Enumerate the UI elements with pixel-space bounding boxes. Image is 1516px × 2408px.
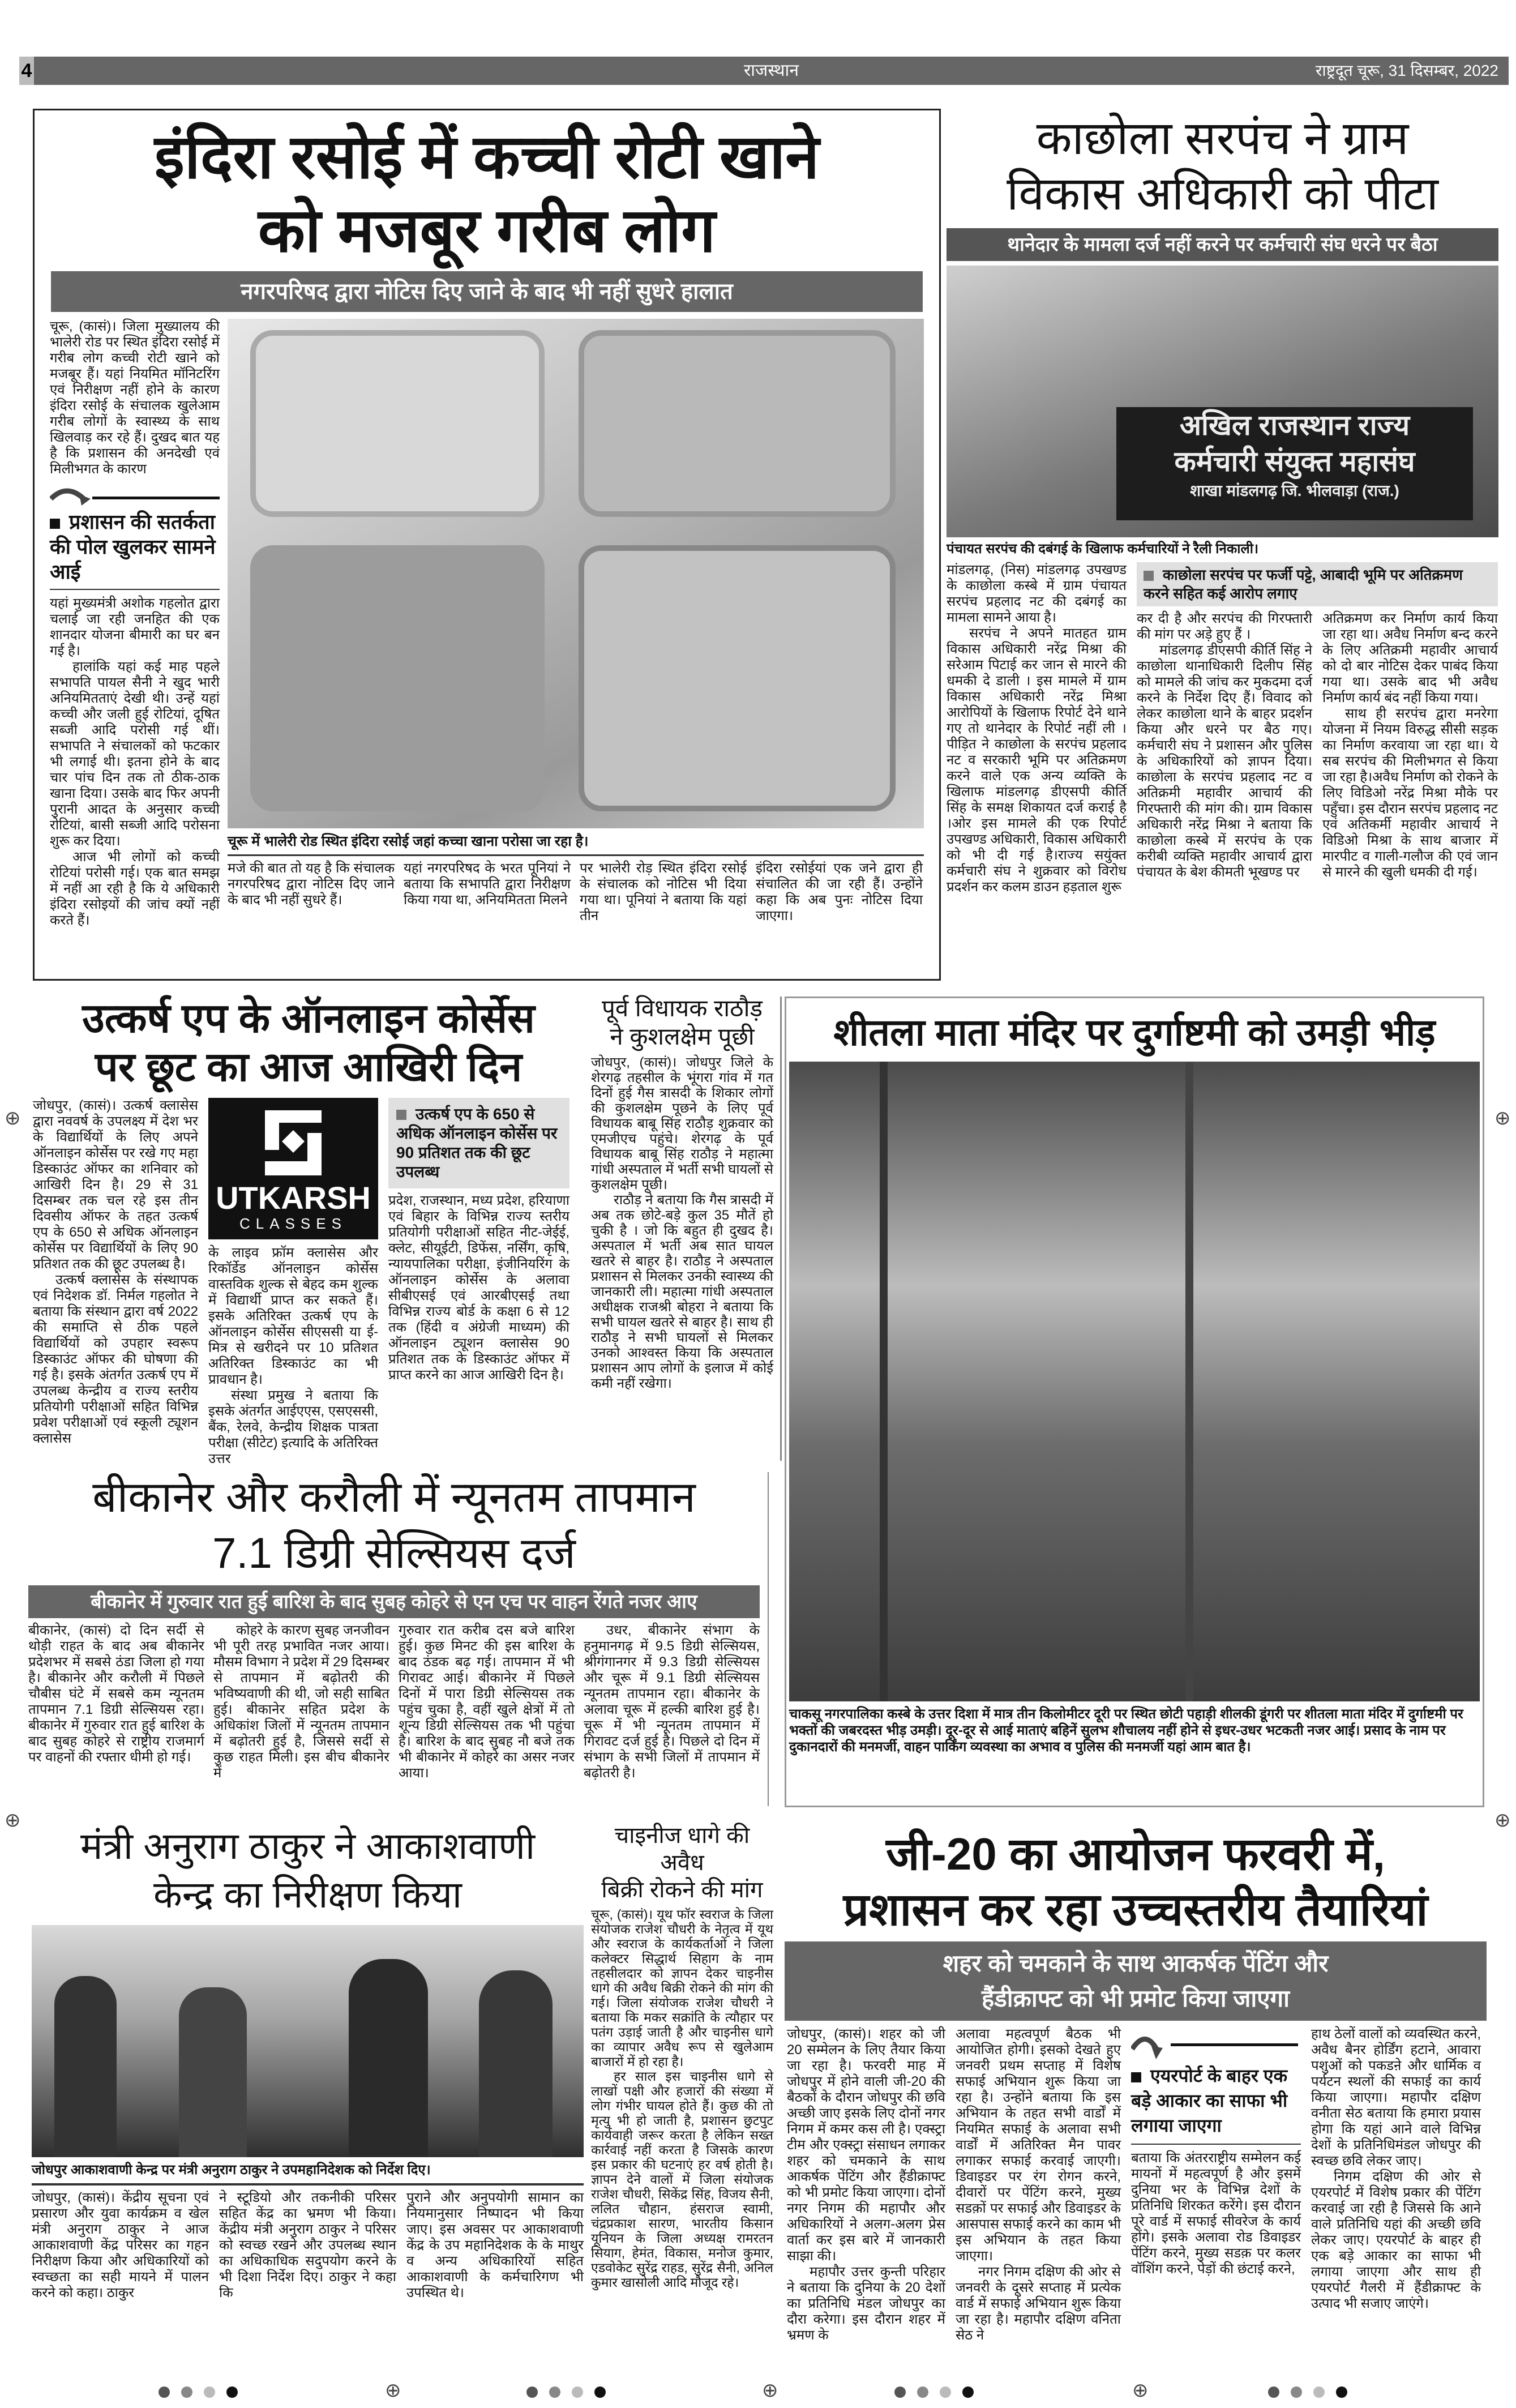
headline-line: मंत्री अनुराग ठाकुर ने आकाशवाणी bbox=[80, 1825, 536, 1867]
g20-col-4 bbox=[1311, 2026, 1481, 2312]
paragraph: साथ ही सरपंच द्वारा मनरेगा योजना में नियम विरुद्ध सीसी सड़क का निर्माण करवाया जा रहा था। ये सब सरपंच की मिलीभगत से किया जा रहा है।अवैध निर्माण को रोकने के लिए विडिओ नरेंद्र मिश्रा मौके पर पहुँचा। इस दौरान सरपंच प्रहलाद नट एवं अतिकर्मी महावीर आचार्य ने विडिओ मिश्रा के साथ बाजार में मारपीट व गाली-गलौज की एवं जान से मारने की खुली धमकी दी गई। bbox=[1322, 705, 1498, 880]
divider bbox=[32, 2183, 584, 2185]
color-dot-icon bbox=[572, 2386, 583, 2398]
paragraph: महापौर उत्तर कुन्ती परिहार ने बताया कि दुनिया के 20 देशों का प्रतिनिधि मंडल जोधपुर का दौरा करेगा। इस दौरान शहर में भ्रमण के bbox=[787, 2264, 945, 2343]
bikaner-col-3 bbox=[399, 1623, 575, 1781]
registration-mark-icon: ⊕ bbox=[385, 2380, 401, 2401]
color-dot-icon bbox=[594, 2386, 606, 2398]
logo-text: UTKARSH bbox=[216, 1179, 371, 1216]
rathod-body bbox=[591, 1055, 773, 1391]
anurag-col-2 bbox=[219, 2190, 396, 2301]
kachhola-rally-photo bbox=[947, 266, 1498, 537]
indira-bottom-col-2 bbox=[404, 861, 571, 908]
indira-headline bbox=[40, 120, 934, 267]
paragraph: अतिक्रमण कर निर्माण कार्य किया जा रहा था। अवैध निर्माण बन्द करने के लिए अतिक्रमी महावीर आचार्य को दो बार नोटिस देकर पाबंद किया गया था। उसके बाद भी अवैध निर्माण कार्य बंद नहीं किया गया। bbox=[1322, 610, 1498, 705]
paragraph: हाथ ठेलों वालों को व्यवस्थित करने, अवैध बैनर होर्डिंग हटाने, आवारा पशुओं को पकडऩे और धार्मिक व पर्यटन स्थलों की सफाई का कार्य किया जाएगा। महापौर दक्षिण वनीता सेठ बताया कि हमारा प्रयास होगा कि यहां आने वाले विभिन्न देशों के प्रतिनिधिमंडल जोधपुर की स्वच्छ छवि लेकर जाए। bbox=[1311, 2026, 1481, 2169]
page-number: 4 bbox=[19, 57, 34, 85]
paragraph: अलावा महत्वपूर्ण बैठक भी आयोजित होगी। इसको देखते हुए जनवरी प्रथम सप्ताह में विशेष सफाई अभियान शुरू किया जा रहा है। उन्होंने बताया कि इस अभियान के तहत सभी वार्डों में नियमित सफाई के अलावा सभी वार्डों में अतिरिक्त मैन पावर लगाकर सफाई करवाई जाएगी। डिवाइडर पर रंग रोगन करने, दीवारों पर पेंटिंग करने, मुख्य सडक़ों पर सफाई और डिवाइडर के आसपास सफाई करने का काम भी इस अभियान के तहत किया जाएगा। bbox=[956, 2026, 1121, 2264]
headline-line: विकास अधिकारी को पीटा bbox=[1007, 168, 1438, 220]
utkarsh-headline bbox=[28, 994, 589, 1092]
paragraph: पुराने और अनुपयोगी सामान का नियमानुसार निष्पादन भी किया जाए। इस अवसर पर आकाशवाणी केंद्र के उप महानिदेशक के के माथुर व अन्य अधिकारियों सहित आकाशवाणी के कर्मचारिगण भी उपस्थित थे। bbox=[406, 2189, 584, 2300]
g20-subhead bbox=[785, 1941, 1487, 2021]
paragraph: उत्कर्ष क्लासेस के संस्थापक एवं निदेशक डॉ. निर्मल गहलोत ने बताया कि संस्थान द्वारा वर्ष 2022 की समाप्ति से ठीक पहले विद्यार्थियों को उपहार स्वरूप डिस्काउंट ऑफर की घोषणा की गई है। इसके अंतर्गत उत्कर्ष एप में उपलब्ध केन्द्रीय व राज्य स्तरीय प्रतियोगी परीक्षाओं सहित विभिन्न प्रवेश परीक्षाओं एवं स्कूली ट्यूशन क्लासेस bbox=[33, 1272, 198, 1446]
indira-left-column bbox=[50, 319, 220, 929]
color-dot-icon bbox=[894, 2386, 906, 2398]
paragraph: सरपंच ने अपने मातहत ग्राम विकास अधिकारी नरेंद्र मिश्रा की सरेआम पिटाई कर जान से मारने की धमकी दे डाली । इस मामले में ग्राम विकास अधिकारी नरेंद्र मिश्रा आरोपियों के खिलाफ रिपोर्ट देने थाने गए तो थानेदार के रिपोर्ट नहीं ली । पीड़ित ने काछोला के सरपंच प्रहलाद नट व सरकारी भूमि पर अतिक्रमण करने वाले एक अन्य व्यक्ति के खिलाफ मांडलगढ़ डीएसपी कीर्ति सिंह के समक्ष शिकायत दर्ज कराई है ।ओर इस मामले की एक रिपोर्ट उपखण्ड अधिकारी, विकास अधिकारी को भी दी गई है।राज्य सयुंक्त कर्मचारी संघ ने शुक्रवार को विरोध प्रदर्शन कर कलम डाउन हड़ताल शुरू bbox=[947, 625, 1127, 895]
pullquote-text: एयरपोर्ट के बाहर एक बड़े आकार का साफा भी लगाया जाएगा bbox=[1131, 2065, 1288, 2136]
paragraph: जोधपुर, (कासं)। केंद्रीय सूचना एवं प्रसारण और युवा कार्यक्रम व खेल मंत्री अनुराग ठाकुर ने आज आकाशवाणी केंद्र परिसर का गहन निरीक्षण किया और अधिकारियों को स्वच्छता का सही मायने में पालन करने को कहा। ठाकुर bbox=[32, 2189, 209, 2300]
column-divider bbox=[780, 996, 782, 1461]
color-dot-icon bbox=[226, 2386, 238, 2398]
paragraph: ने स्टूडियो और तकनीकी परिसर सहित केंद्र का भ्रमण भी किया। केंद्रीय मंत्री अनुराग ठाकुर ने परिसर को स्वच्छ रखने और उपलब्ध स्थान का अधिकाधिक सदुपयोग करने के भी दिशा निर्देश दिए। ठाकुर ने कहा कि bbox=[219, 2189, 396, 2300]
paragraph: मजे की बात तो यह है कि संचालक नगरपरिषद द्वारा नोटिस दिए जाने के बाद भी नहीं सुधरे हैं। bbox=[228, 861, 395, 908]
bikaner-col-1 bbox=[28, 1623, 204, 1765]
color-dot-icon bbox=[1336, 2386, 1347, 2398]
kachhola-headline bbox=[947, 111, 1498, 223]
registration-mark-icon: ⊕ bbox=[1494, 1107, 1511, 1129]
g20-pullquote bbox=[1131, 2026, 1301, 2145]
rathod-headline bbox=[591, 994, 773, 1051]
paragraph: नगर निगम दक्षिण की ओर से जनवरी के दूसरे सप्ताह में प्रत्येक वार्ड में सफाई अभियान शुरू किया जा रहा है। महापौर दक्षिण वनिता सेठ ने bbox=[956, 2264, 1121, 2343]
paragraph: कोहरे के कारण सुबह जनजीवन भी पूरी तरह प्रभावित नजर आया। मौसम विभाग ने प्रदेश में 29 दिसम्बर से तापमान में बढ़ोतरी की भविष्यवाणी की थी, जो सही साबित हुई। बीकानेर सहित प्रदेश के अधिकांश जिलों में न्यूनतम तापमान में बढ़ोतरी हुई है, जिससे सर्दी से कुछ राहत मिली। इस बीच बीकानेर में bbox=[213, 1622, 389, 1781]
kachhola-photo-caption: पंचायत सरपंच की दबंगई के खिलाफ कर्मचारियों ने रैली निकाली। bbox=[947, 541, 1259, 557]
paragraph: मांडलगढ़, (निस) मांडलगढ़ उपखण्ड के काछोला कस्बे में ग्राम पंचायत सरपंच प्रहलाद नट की दबंगई का मामला सामने आया है। bbox=[947, 562, 1127, 625]
curved-arrow-icon bbox=[1131, 2026, 1301, 2060]
registration-mark-icon: ⊕ bbox=[5, 1107, 21, 1129]
box-head-text: उत्कर्ष एप के 650 से अधिक ऑनलाइन कोर्सेस पर 90 प्रतिशत तक की छूट उपलब्ध bbox=[396, 1105, 558, 1181]
utkarsh-col-3 bbox=[388, 1193, 569, 1383]
paragraph: उधर, बीकानेर संभाग के हनुमानगढ़ में 9.5 डिग्री सेल्सियस, श्रीगंगानगर में 9.3 डिग्री सेल्सियस और चूरू में 9.1 डिग्री सेल्सियस न्यूनतम तापमान रहा। बीकानेर के अलावा चूरू में हल्की बारिश हुई है। चूरू में भी न्यूनतम तापमान में गिरावट दर्ज हुई है। पिछले दो दिन में संभाग के सभी जिलों में तापमान में बढ़ोतरी है। bbox=[584, 1622, 760, 1781]
color-dot-icon bbox=[940, 2386, 951, 2398]
anurag-col-1 bbox=[32, 2190, 209, 2301]
paragraph: हर साल इस चाइनीस धागे से लाखों पक्षी और हजारों की संख्या में लोग गंभीर घायल होते हैं। कुछ की तो मृत्यु भी हो जाती है, प्रशासन छुटपुट कार्यवाही जरूर करता है लेकिन सख्त कार्रवाई नहीं करता है जिसके कारण इस प्रकार की घटनाएं हर वर्ष होती है। ज्ञापन देने वालों में जिला संयोजक राजेश चौधरी, सिकेंद्र सिंह, विजय सैनी, ललित चौहान, हंसराज स्वामी, चंद्रप्रकाश सारण, भारतीय किसान यूनियन के जिला अध्यक्ष रामरतन सियाग, हेमंत, विकास, मनोज कुमार, एडवोकेट सुरेंद्र राहड, सुरेंद्र सैनी, अनिल कुमार खासोली आदि मौजूद रहे। bbox=[591, 2069, 773, 2290]
headline-line: बीकानेर और करौली में न्यूनतम तापमान bbox=[92, 1473, 696, 1521]
utkarsh-col-1 bbox=[33, 1098, 198, 1447]
g20-headline bbox=[785, 1827, 1487, 1937]
headline-line: पर छूट का आज आखिरी दिन bbox=[95, 1045, 523, 1090]
paragraph: कर दी है और सरपंच की गिरफ्तारी की मांग पर अड़े हुए हैं । bbox=[1137, 610, 1312, 642]
color-dot-icon bbox=[526, 2386, 538, 2398]
headline-line: को मजबूर गरीब लोग bbox=[258, 195, 716, 264]
anurag-article bbox=[32, 1822, 584, 2301]
bikaner-headline bbox=[28, 1470, 760, 1582]
paragraph: यहां मुख्यमंत्री अशोक गहलोत द्वारा चलाई जा रही जनहित की एक शानदार योजना बीमारी का घर बन गई है। bbox=[50, 596, 220, 659]
sheetla-caption: चाकसू नगरपालिका कस्बे के उत्तर दिशा में मात्र तीन किलोमीटर दूरी पर स्थित छोटी पहाड़ी शीलकी डूंगरी पर शीतला माता मंदिर में दुर्गाष्टमी पर भक्तों की जबरदस्त भीड़ उमड़ी। दूर-दूर से आई माताएं बहिनें सुलभ शौचालय नहीं होने से इधर-उधर भटकती नजर आई। प्रसाद के नाम पर दुकानदारों की मनमर्जी, वाहन पार्किंग व्यवस्था का अभाव व पुलिस की मनमर्जी यहां आम बात है। bbox=[789, 1706, 1463, 1755]
kachhola-col-1 bbox=[947, 562, 1127, 895]
indira-food-thali-photo bbox=[228, 319, 924, 828]
bikaner-article bbox=[28, 1470, 760, 1781]
sheetla-headline: शीतला माता मंदिर पर दुर्गाष्टमी को उमड़ी भीड़ bbox=[833, 1011, 1436, 1053]
paragraph: के लाइव फ्रॉम क्लासेस और रिकॉर्डेड ऑनलाइन कोर्सेस वास्तविक शुल्क से बेहद कम शुल्क में विद्यार्थी प्राप्त कर सकते हैं। इसके अतिरिक्त उत्कर्ष एप के ऑनलाइन कोर्सेस सीएससी या ई-मित्र से खरीदने पर 10 प्रतिशत अतिरिक्त डिस्काउंट का भी प्रावधान है। bbox=[208, 1244, 378, 1387]
g20-col-2 bbox=[956, 2026, 1121, 2343]
curved-arrow-icon bbox=[50, 483, 220, 506]
paragraph: यहां नगरपरिषद के भरत पूनियां ने बताया कि सभापति द्वारा निरीक्षण किया गया था, अनियमितता मिलने bbox=[404, 861, 571, 908]
color-dot-icon bbox=[1268, 2386, 1279, 2398]
sheetla-crowd-photo bbox=[789, 1062, 1480, 1701]
registration-mark-icon: ⊕ bbox=[1494, 1810, 1511, 1831]
subhead-line: हैंडीक्राफ्ट को भी प्रमोट किया जाएगा bbox=[981, 1985, 1290, 2012]
g20-article bbox=[785, 1827, 1487, 2343]
paragraph: जोधपुर, (कासं)। उत्कर्ष क्लासेस द्वारा नववर्ष के उपलक्ष्य में देश भर के विद्यार्थियों के लिए अपने ऑनलाइन कोर्सेस पर रखे गए महा डिस्काउंट ऑफर का शनिवार को आखिरी दिन है। 29 से 31 दिसम्बर तक चल रहे इस तीन दिवसीय ऑफर के तहत उत्कर्ष एप के 650 से अधिक ऑनलाइन कोर्सेस पर विद्यार्थियों के लिए 90 प्रतिशत तक की छूट उपलब्ध है। bbox=[33, 1097, 198, 1272]
column-divider bbox=[768, 1472, 769, 1806]
indira-right-block bbox=[228, 319, 924, 924]
paragraph: आज भी लोगों को कच्ची रोटियां परोसी गई। एक बात समझ में नहीं आ रही है कि ये अधिकारी इंदिरा रसोइयों की जांच क्यों नहीं करते हैं। bbox=[50, 849, 220, 929]
paragraph: निगम दक्षिण की ओर से एयरपोर्ट में विशेष प्रकार की पेंटिंग करवाई जा रही है जिससे कि आने वाले प्रतिनिधि यहां की अच्छी छवि लेकर जाए। एयरपोर्ट के बाहर ही एक बड़े आकार का साफा भी लगाया जाएगा और साथ ही एयरपोर्ट गैलरी में हैंडीक्राफ्ट के उत्पाद भी सजाए जाएंगे। bbox=[1311, 2169, 1481, 2312]
color-dot-icon bbox=[204, 2386, 215, 2398]
utkarsh-box-head bbox=[388, 1098, 569, 1188]
dateline: राष्ट्रदूत चूरू, 31 दिसम्बर, 2022 bbox=[1315, 62, 1498, 79]
headline-line: केन्द्र का निरीक्षण किया bbox=[153, 1873, 462, 1915]
headline-line: पूर्व विधायक राठौड़ bbox=[602, 995, 763, 1021]
paragraph: जोधपुर, (कासं)। शहर को जी 20 सम्मेलन के लिए तैयार किया जा रहा है। फरवरी माह में जोधपुर में होने वाली जी-20 की बैठकों के दौरान जोधपुर की छवि अच्छी जाए इसके लिए दोनों नगर निगम में कमर कस ली है। एक्स्ट्रा टीम और एक्स्ट्रा संसाधन लगाकर शहर को चमकाने के साथ आकर्षक पेंटिंग और हैंडीक्राफ्ट को भी प्रमोट किया जाएगा। दोनों नगर निगम की महापौर और अधिकारियों ने अलग-अलग प्रेस वार्ता कर इस बारे में जानकारी साझा की। bbox=[787, 2026, 945, 2264]
pullquote-text: प्रशासन की सतर्कता की पोल खुलकर सामने आई bbox=[50, 510, 216, 584]
color-dot-icon bbox=[962, 2386, 974, 2398]
color-dot-icon bbox=[181, 2386, 192, 2398]
registration-mark-icon: ⊕ bbox=[762, 2380, 778, 2401]
banner-text: अखिल राजस्थान राज्य bbox=[1179, 409, 1410, 441]
indira-bottom-col-3 bbox=[580, 861, 747, 924]
color-dot-icon bbox=[1313, 2386, 1325, 2398]
divider bbox=[228, 854, 924, 856]
paragraph: पर भालेरी रोड़ स्थित इंदिरा रसोई के संचालक को नोटिस भी दिया गया था। पूनियां ने बताया कि यहां तीन bbox=[580, 861, 747, 924]
logo-subtext: CLASSES bbox=[239, 1214, 347, 1232]
color-dot-icon bbox=[917, 2386, 928, 2398]
utkarsh-article bbox=[28, 994, 589, 1467]
chinese-thread-article bbox=[591, 1822, 773, 2290]
anurag-headline bbox=[32, 1822, 584, 1919]
kachhola-col-3 bbox=[1322, 611, 1498, 880]
protest-banner bbox=[1116, 407, 1473, 520]
color-dot-icon bbox=[549, 2386, 560, 2398]
bikaner-subhead: बीकानेर में गुरुवार रात हुई बारिश के बाद सुबह कोहरे से एन एच पर वाहन रेंगते नजर आए bbox=[28, 1585, 760, 1618]
indira-article bbox=[40, 120, 934, 929]
indira-photo-caption: चूरू में भालेरी रोड स्थित इंदिरा रसोई जहां कच्चा खाना परोसा जा रहा है। bbox=[228, 833, 589, 850]
section-title: राजस्थान bbox=[744, 61, 799, 80]
g20-col-1 bbox=[787, 2026, 945, 2343]
sheetla-article bbox=[789, 1010, 1480, 1755]
headline-line: प्रशासन कर रहा उच्चस्तरीय तैयारियां bbox=[843, 1884, 1428, 1935]
headline-line: जी-20 का आयोजन फरवरी में, bbox=[886, 1829, 1385, 1879]
color-dot-icon bbox=[159, 2386, 170, 2398]
utkarsh-classes-logo bbox=[208, 1098, 378, 1239]
paragraph: गुरुवार रात करीब दस बजे बारिश हुई। कुछ मिनट की इस बारिश के बाद ठंडक बढ़ गई। तापमान में भी गिरावट आई। बीकानेर में पिछले दिनों में पारा डिग्री सेल्सियस तक पहुंच चुका है, वहीं खुले क्षेत्रों में तो शून्य डिग्री सेल्सियस तक भी पहुंचा है। बारिश के बाद सुबह नौ बजे तक भी बीकानेर में कोहरे का असर नजर आया। bbox=[399, 1622, 575, 1781]
anurag-photo-caption: जोधपुर आकाशवाणी केन्द्र पर मंत्री अनुराग ठाकुर ने उपमहानिदेशक को निर्देश दिए। bbox=[32, 2162, 431, 2178]
box-head-text: काछोला सरपंच पर फर्जी पट्टे, आबादी भूमि पर अतिक्रमण करने सहित कई आरोप लगाए bbox=[1144, 566, 1463, 602]
banner-text: कर्मचारी संयुक्त महासंघ bbox=[1174, 445, 1415, 477]
page-header-bar bbox=[34, 57, 1509, 85]
indira-bottom-col-4 bbox=[756, 861, 923, 924]
indira-pullquote bbox=[50, 483, 220, 590]
g20-col-3 bbox=[1131, 2150, 1301, 2277]
paragraph: जोधपुर, (कासं)। जोधपुर जिले के शेरगढ़ तहसील के भूंगरा गांव में गत दिनों हुई गैस त्रासदी के शिकार लोगों की कुशलक्षेम पूछने के लिए पूर्व विधायक बाबू सिंह राठौड़ शुक्रवार को एमजीएच पहुंचे। शेरगढ़ के पूर्व विधायक बाबू सिंह राठौड़ ने महात्मा गांधी अस्पताल में भर्ती सभी घायलों से कुशलक्षेम पूछी। bbox=[591, 1054, 773, 1192]
kachhola-article bbox=[947, 111, 1498, 895]
indira-subhead: नगरपरिषद द्वारा नोटिस दिए जाने के बाद भी नहीं सुधरे हालात bbox=[51, 271, 923, 312]
paragraph: बीकानेर, (कासं) दो दिन सर्दी से थोड़ी राहत के बाद अब बीकानेर प्रदेशभर में सबसे ठंडा जिला हो गया है। बीकानेर और करौली में पिछले चौबीस घंटे में सबसे कम न्यूनतम तापमान 7.1 डिग्री सेल्सियस रहा। बीकानेर में गुरुवार रात हुई बारिश के बाद सुबह कोहरे से राष्ट्रीय राजमार्ग पर वाहनों की रफ्तार धीमी हो गई। bbox=[28, 1622, 204, 1765]
registration-mark-icon: ⊕ bbox=[5, 1810, 21, 1831]
color-dot-icon bbox=[1291, 2386, 1302, 2398]
paragraph: राठौड़ ने बताया कि गैस त्रासदी में अब तक छोटे-बड़े कुल 35 मौतें हो चुकी है । जो कि बहुत ही दुखद है। अस्पताल में भर्ती अब सात घायल खतरे से बाहर है। राठौड़ ने अस्पताल प्रशासन से मिलकर उनकी स्वास्थ्य की जानकारी ली। महात्मा गांधी अस्पताल अधीक्षक राजश्री बोहरा ने बताया कि सभी घायल खतरे से बाहर है। साथ ही राठौड़ ने सभी घायलों से मिलकर उनको आश्वस्त किया कि अस्पताल प्रशासन आप लोगों के इलाज में कोई कमी नहीं रखेगा। bbox=[591, 1192, 773, 1391]
headline-line: इंदिरा रसोई में कच्ची रोटी खाने bbox=[154, 122, 820, 191]
utkarsh-symbol-icon bbox=[256, 1105, 330, 1178]
indira-bottom-col-1 bbox=[228, 861, 395, 908]
paragraph: संस्था प्रमुख ने बताया कि इसके अंतर्गत आईएएस, एसएससी, बैंक, रेलवे, केन्द्रीय शिक्षक पात्रता परीक्षा (सीटेट) इत्यादि के अतिरिक्त उत्तर bbox=[208, 1387, 378, 1466]
paragraph: बताया कि अंतरराष्ट्रीय सम्मेलन कई मायनों में महत्वपूर्ण है और इसमें दुनिया भर के विभिन्न देशों के प्रतिनिधि शिरकत करेंगे। इस दौरान पूरे वार्ड में सफाई सीवरेज के कार्य होंगे। इसके अलावा रोड डिवाइडर पेंटिंग करने, मुख्य सडक़ पर कलर वॉशिंग करने, पेड़ों की छंटाई करने, bbox=[1131, 2150, 1301, 2277]
paragraph: चूरू, (कासं)। जिला मुख्यालय की भालेरी रोड पर स्थित इंदिरा रसोई में गरीब लोग कच्ची रोटी खाने को मजबूर हैं। यहां नियमित मॉनिटरिंग एवं निरीक्षण नहीं होने के कारण इंदिरा रसोई के संचालक खुलेआम गरीब लोगों के स्वास्थ्य के साथ खिलवाड़ कर रहे हैं। दुखद बात यह है कि प्रशासन की अनदेखी एवं मिलीभगत के कारण bbox=[50, 319, 220, 477]
headline-line: चाइनीज धागे की अवैध bbox=[614, 1823, 750, 1875]
bikaner-col-2 bbox=[213, 1623, 389, 1781]
anurag-col-3 bbox=[406, 2190, 584, 2301]
anurag-inspection-photo bbox=[32, 1925, 584, 2157]
banner-text: शाखा मांडलगढ़ जि. भीलवाड़ा (राज.) bbox=[1190, 481, 1399, 499]
subhead-line: शहर को चमकाने के साथ आकर्षक पेंटिंग और bbox=[943, 1950, 1329, 1977]
paragraph: हालांकि यहां कई माह पहले सभापति पायल सैनी ने खुद भारी अनियमितताएं देखी थी। उन्हें यहां कच्ची और जली हुई रोटियां, दूषित सब्जी आदि परोसी गई थीं। सभापति ने संचालकों को फटकार भी लगाई थी। इतना होने के बाद चार पांच दिन तक तो ठीक-ठाक खाना दिया। उसके बाद फिर अपनी पुरानी आदत के अनुसार कच्ची रोटियां, बासी सब्जी आदि परोसना शुरू कर दिया। bbox=[50, 659, 220, 849]
registration-mark-icon: ⊕ bbox=[1132, 2380, 1149, 2401]
chinese-thread-body bbox=[591, 1907, 773, 2290]
kachhola-subhead: थानेदार के मामला दर्ज नहीं करने पर कर्मचारी संघ धरने पर बैठा bbox=[947, 228, 1498, 261]
headline-line: उत्कर्ष एप के ऑनलाइन कोर्सेस bbox=[82, 996, 535, 1041]
chinese-thread-headline bbox=[591, 1822, 773, 1904]
kachhola-col-2 bbox=[1137, 611, 1312, 880]
paragraph: चूरू, (कासं)। यूथ फॉर स्वराज के जिला संयोजक राजेश चौधरी के नेतृत्व में यूथ और स्वराज के कार्यकर्ताओं ने जिला कलेक्टर सिद्धार्थ सिहाग के नाम तहसीलदार को ज्ञापन देकर चाइनीस धागे की अवैध बिक्री रोकने की मांग की गई। जिला संयोजक राजेश चौधरी ने बताया कि मकर सक्रांति के त्यौहार पर पतंग उड़ाई जाती है और चाइनीस धागे का व्यापार अवैध रूप से खुलेआम बाजारों में हो रहा है। bbox=[591, 1907, 773, 2069]
headline-line: ने कुशलक्षेम पूछी bbox=[610, 1023, 755, 1050]
paragraph: इंदिरा रसोईयां एक जने द्वारा ही संचालित की जा रही हैं। उन्होंने कहा कि अब पुनः नोटिस दिया जाएगा। bbox=[756, 861, 923, 924]
rathod-article bbox=[591, 994, 773, 1391]
bikaner-col-4 bbox=[584, 1623, 760, 1781]
paragraph: प्रदेश, राजस्थान, मध्य प्रदेश, हरियाणा एवं बिहार के विभिन्न राज्य स्तरीय प्रतियोगी परीक्षाओं सहित नीट-जेईई, क्लेट, सीयूईटी, डिफेंस, नर्सिंग, कृषि, न्यायपालिका परीक्षा, इंजीनियरिंग के ऑनलाइन कोर्सेस के अलावा सीबीएसई एवं आरबीएसई तथा विभिन्न राज्य बोर्ड के कक्षा 6 से 12 तक (हिंदी व अंग्रेजी माध्यम) की ऑनलाइन ट्यूशन क्लासेस 90 प्रतिशत तक के डिस्काउंट ऑफर में प्राप्त करने का आज आखिरी दिन है। bbox=[388, 1192, 569, 1383]
kachhola-box-head bbox=[1137, 562, 1498, 606]
headline-line: काछोला सरपंच ने ग्राम bbox=[1036, 113, 1409, 164]
headline-line: बिक्री रोकने की मांग bbox=[601, 1877, 763, 1902]
paragraph: मांडलगढ़ डीएसपी कीर्ति सिंह ने काछोला थानाधिकारी दिलीप सिंह को मामले की जांच कर मुकदमा दर्ज करने के निर्देश दिए हैं। विवाद को लेकर काछोला थाने के बाहर प्रदर्शन किया और धरने पर बैठ गए। कर्मचारी संघ ने प्रशासन और पुलिस के अधिकारियों को ज्ञापन दिया। काछोला के सरपंच प्रहलाद नट व अतिक्रमी महावीर आचार्य की गिरफ्तारी की मांग की। ग्राम विकास अधिकारी नरेंद्र मिश्रा ने बताया कि काछोला कस्बे में सरपंच के एक करीबी व्यक्ति महावीर आचार्य द्वारा पंचायत के बेश कीमती भूखण्ड पर bbox=[1137, 642, 1312, 880]
utkarsh-col-2 bbox=[208, 1245, 378, 1467]
headline-line: 7.1 डिग्री सेल्सियस दर्ज bbox=[212, 1529, 576, 1577]
